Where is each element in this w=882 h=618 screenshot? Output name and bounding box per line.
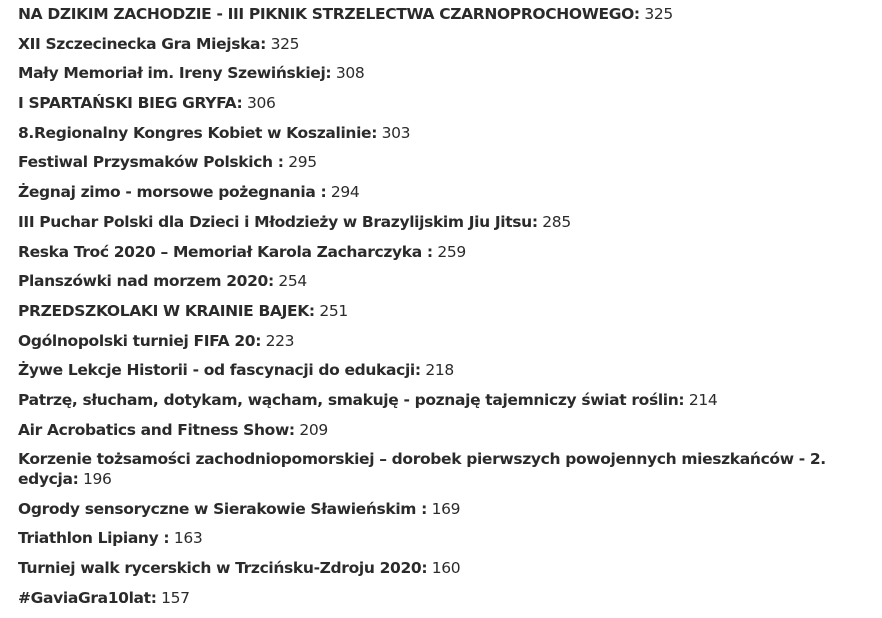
entry-name: PRZEDSZKOLAKI W KRAINIE BAJEK: bbox=[18, 301, 315, 320]
list-item bbox=[18, 529, 870, 549]
entry-name: Triathlon Lipiany : bbox=[18, 529, 170, 548]
entry-score: 196 bbox=[83, 469, 112, 488]
list-item bbox=[18, 391, 870, 411]
entry-score: 163 bbox=[173, 529, 203, 548]
entry-score: 254 bbox=[278, 272, 307, 291]
entry-name: III Puchar Polski dla Dzieci i Młodzieży w Brazylijskim Jiu Jitsu: bbox=[18, 212, 538, 231]
entry-score: 259 bbox=[437, 242, 466, 261]
entry-score: 285 bbox=[542, 212, 571, 231]
list-item bbox=[18, 302, 870, 322]
entry-name: Patrzę, słucham, dotykam, wącham, smakuję - poznaję tajemniczy świat roślin: bbox=[18, 390, 685, 409]
entry-name: Reska Troć 2020 – Memoriał Karola Zacharczyka : bbox=[18, 242, 433, 261]
list-item bbox=[18, 153, 870, 173]
list-item bbox=[18, 589, 870, 609]
list-item bbox=[18, 272, 870, 292]
entry-score: 294 bbox=[330, 183, 360, 202]
entry-name: #GaviaGra10lat: bbox=[18, 588, 157, 607]
entry-score: 251 bbox=[319, 301, 348, 320]
entry-name: Ogrody sensoryczne w Sierakowie Sławieńskim : bbox=[18, 499, 427, 518]
entry-name: Turniej walk rycerskich w Trzcińsku-Zdroju 2020: bbox=[18, 558, 428, 577]
list-item bbox=[18, 35, 870, 55]
entry-name: Air Acrobatics and Fitness Show: bbox=[18, 420, 295, 439]
list-item bbox=[18, 243, 870, 263]
entry-score: 308 bbox=[335, 64, 365, 83]
entry-name: 8.Regionalny Kongres Kobiet w Koszalinie: bbox=[18, 123, 378, 142]
list-item bbox=[18, 124, 870, 144]
entry-score: 295 bbox=[288, 153, 317, 172]
list-item bbox=[18, 450, 870, 489]
list-item bbox=[18, 361, 870, 381]
list-item bbox=[18, 64, 870, 84]
list-item bbox=[18, 94, 870, 114]
entry-name: Żegnaj zimo - morsowe pożegnania : bbox=[18, 183, 327, 202]
list-item bbox=[18, 500, 870, 520]
entry-score: 218 bbox=[425, 361, 454, 380]
entry-score: 325 bbox=[644, 5, 673, 23]
entry-name: Festiwal Przysmaków Polskich : bbox=[18, 153, 284, 172]
list-item bbox=[18, 213, 870, 233]
results-list bbox=[18, 5, 870, 618]
entry-name: Żywe Lekcje Historii - od fascynacji do edukacji: bbox=[18, 361, 421, 380]
entry-name: Planszówki nad morzem 2020: bbox=[18, 272, 274, 291]
entry-name: I SPARTAŃSKI BIEG GRYFA: bbox=[18, 94, 243, 113]
entry-score: 160 bbox=[431, 558, 461, 577]
entry-score: 303 bbox=[381, 123, 411, 142]
entry-score: 223 bbox=[265, 331, 295, 350]
entry-name: Ogólnopolski turniej FIFA 20: bbox=[18, 331, 262, 350]
entry-score: 325 bbox=[270, 34, 300, 53]
entry-score: 306 bbox=[246, 94, 276, 113]
entry-name: Mały Memoriał im. Ireny Szewińskiej: bbox=[18, 64, 332, 83]
entry-score: 157 bbox=[161, 588, 190, 607]
entry-score: 214 bbox=[688, 390, 718, 409]
list-item bbox=[18, 559, 870, 579]
entry-score: 169 bbox=[431, 499, 461, 518]
entry-name: Korzenie tożsamości zachodniopomorskiej – dorobek pierwszych powojennych mieszkańców - 2. edycja: bbox=[18, 450, 826, 488]
list-item bbox=[18, 183, 870, 203]
entry-name: NA DZIKIM ZACHODZIE - III PIKNIK STRZELECTWA CZARNOPROCHOWEGO: bbox=[18, 5, 640, 23]
list-item bbox=[18, 332, 870, 352]
list-item bbox=[18, 421, 870, 441]
entry-score: 209 bbox=[299, 420, 328, 439]
list-item bbox=[18, 5, 870, 25]
entry-name: XII Szczecinecka Gra Miejska: bbox=[18, 34, 267, 53]
